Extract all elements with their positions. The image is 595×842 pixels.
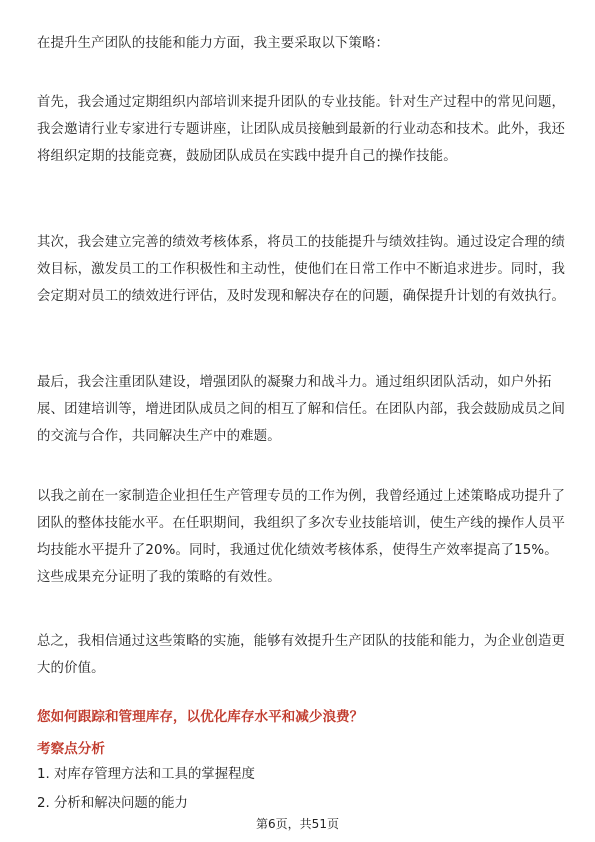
next-question-heading: 您如何跟踪和管理库存，以优化库存水平和减少浪费？ [37, 709, 364, 725]
strategy-paragraph-first: 首先，我会通过定期组织内部培训来提升团队的专业技能。针对生产过程中的常见问题，我会邀请行业专家进行专题讲座，让团队成员接触到最新的行业动态和技术。此外，我还将组织定期的技能竞赛，鼓励团队成员在实践中提升自己的操作技能。 [37, 95, 566, 164]
intro-paragraph: 在提升生产团队的技能和能力方面，我主要采取以下策略： [37, 36, 390, 51]
strategy-paragraph-last: 最后，我会注重团队建设，增强团队的凝聚力和战斗力。通过组织团队活动，如户外拓展、团建培训等，增进团队成员之间的相互了解和信任。在团队内部，我会鼓励成员之间的交流与合作，共同解决生产中的难题。 [37, 375, 566, 444]
analysis-point: 2. 分析和解决问题的能力 [37, 796, 188, 811]
experience-example-paragraph: 以我之前在一家制造企业担任生产管理专员的工作为例，我曾经通过上述策略成功提升了团队的整体技能水平。在任职期间，我组织了多次专业技能培训，使生产线的操作人员平均技能水平提升了20%。同时，我通过优化绩效考核体系，使得生产效率提高了15%。这些成果充分证明了我的策略的有效性。 [37, 489, 566, 585]
conclusion-paragraph: 总之，我相信通过这些策略的实施，能够有效提升生产团队的技能和能力，为企业创造更大的价值。 [37, 634, 566, 676]
strategy-paragraph-second: 其次，我会建立完善的绩效考核体系，将员工的技能提升与绩效挂钩。通过设定合理的绩效目标，激发员工的工作积极性和主动性，使他们在日常工作中不断追求进步。同时，我会定期对员工的绩效进行评估，及时发现和解决存在的问题，确保提升计划的有效执行。 [37, 235, 566, 304]
page-number-footer: 第6页，共51页 [256, 817, 339, 831]
analysis-heading: 考察点分析 [37, 741, 105, 757]
analysis-point: 1. 对库存管理方法和工具的掌握程度 [37, 767, 255, 782]
